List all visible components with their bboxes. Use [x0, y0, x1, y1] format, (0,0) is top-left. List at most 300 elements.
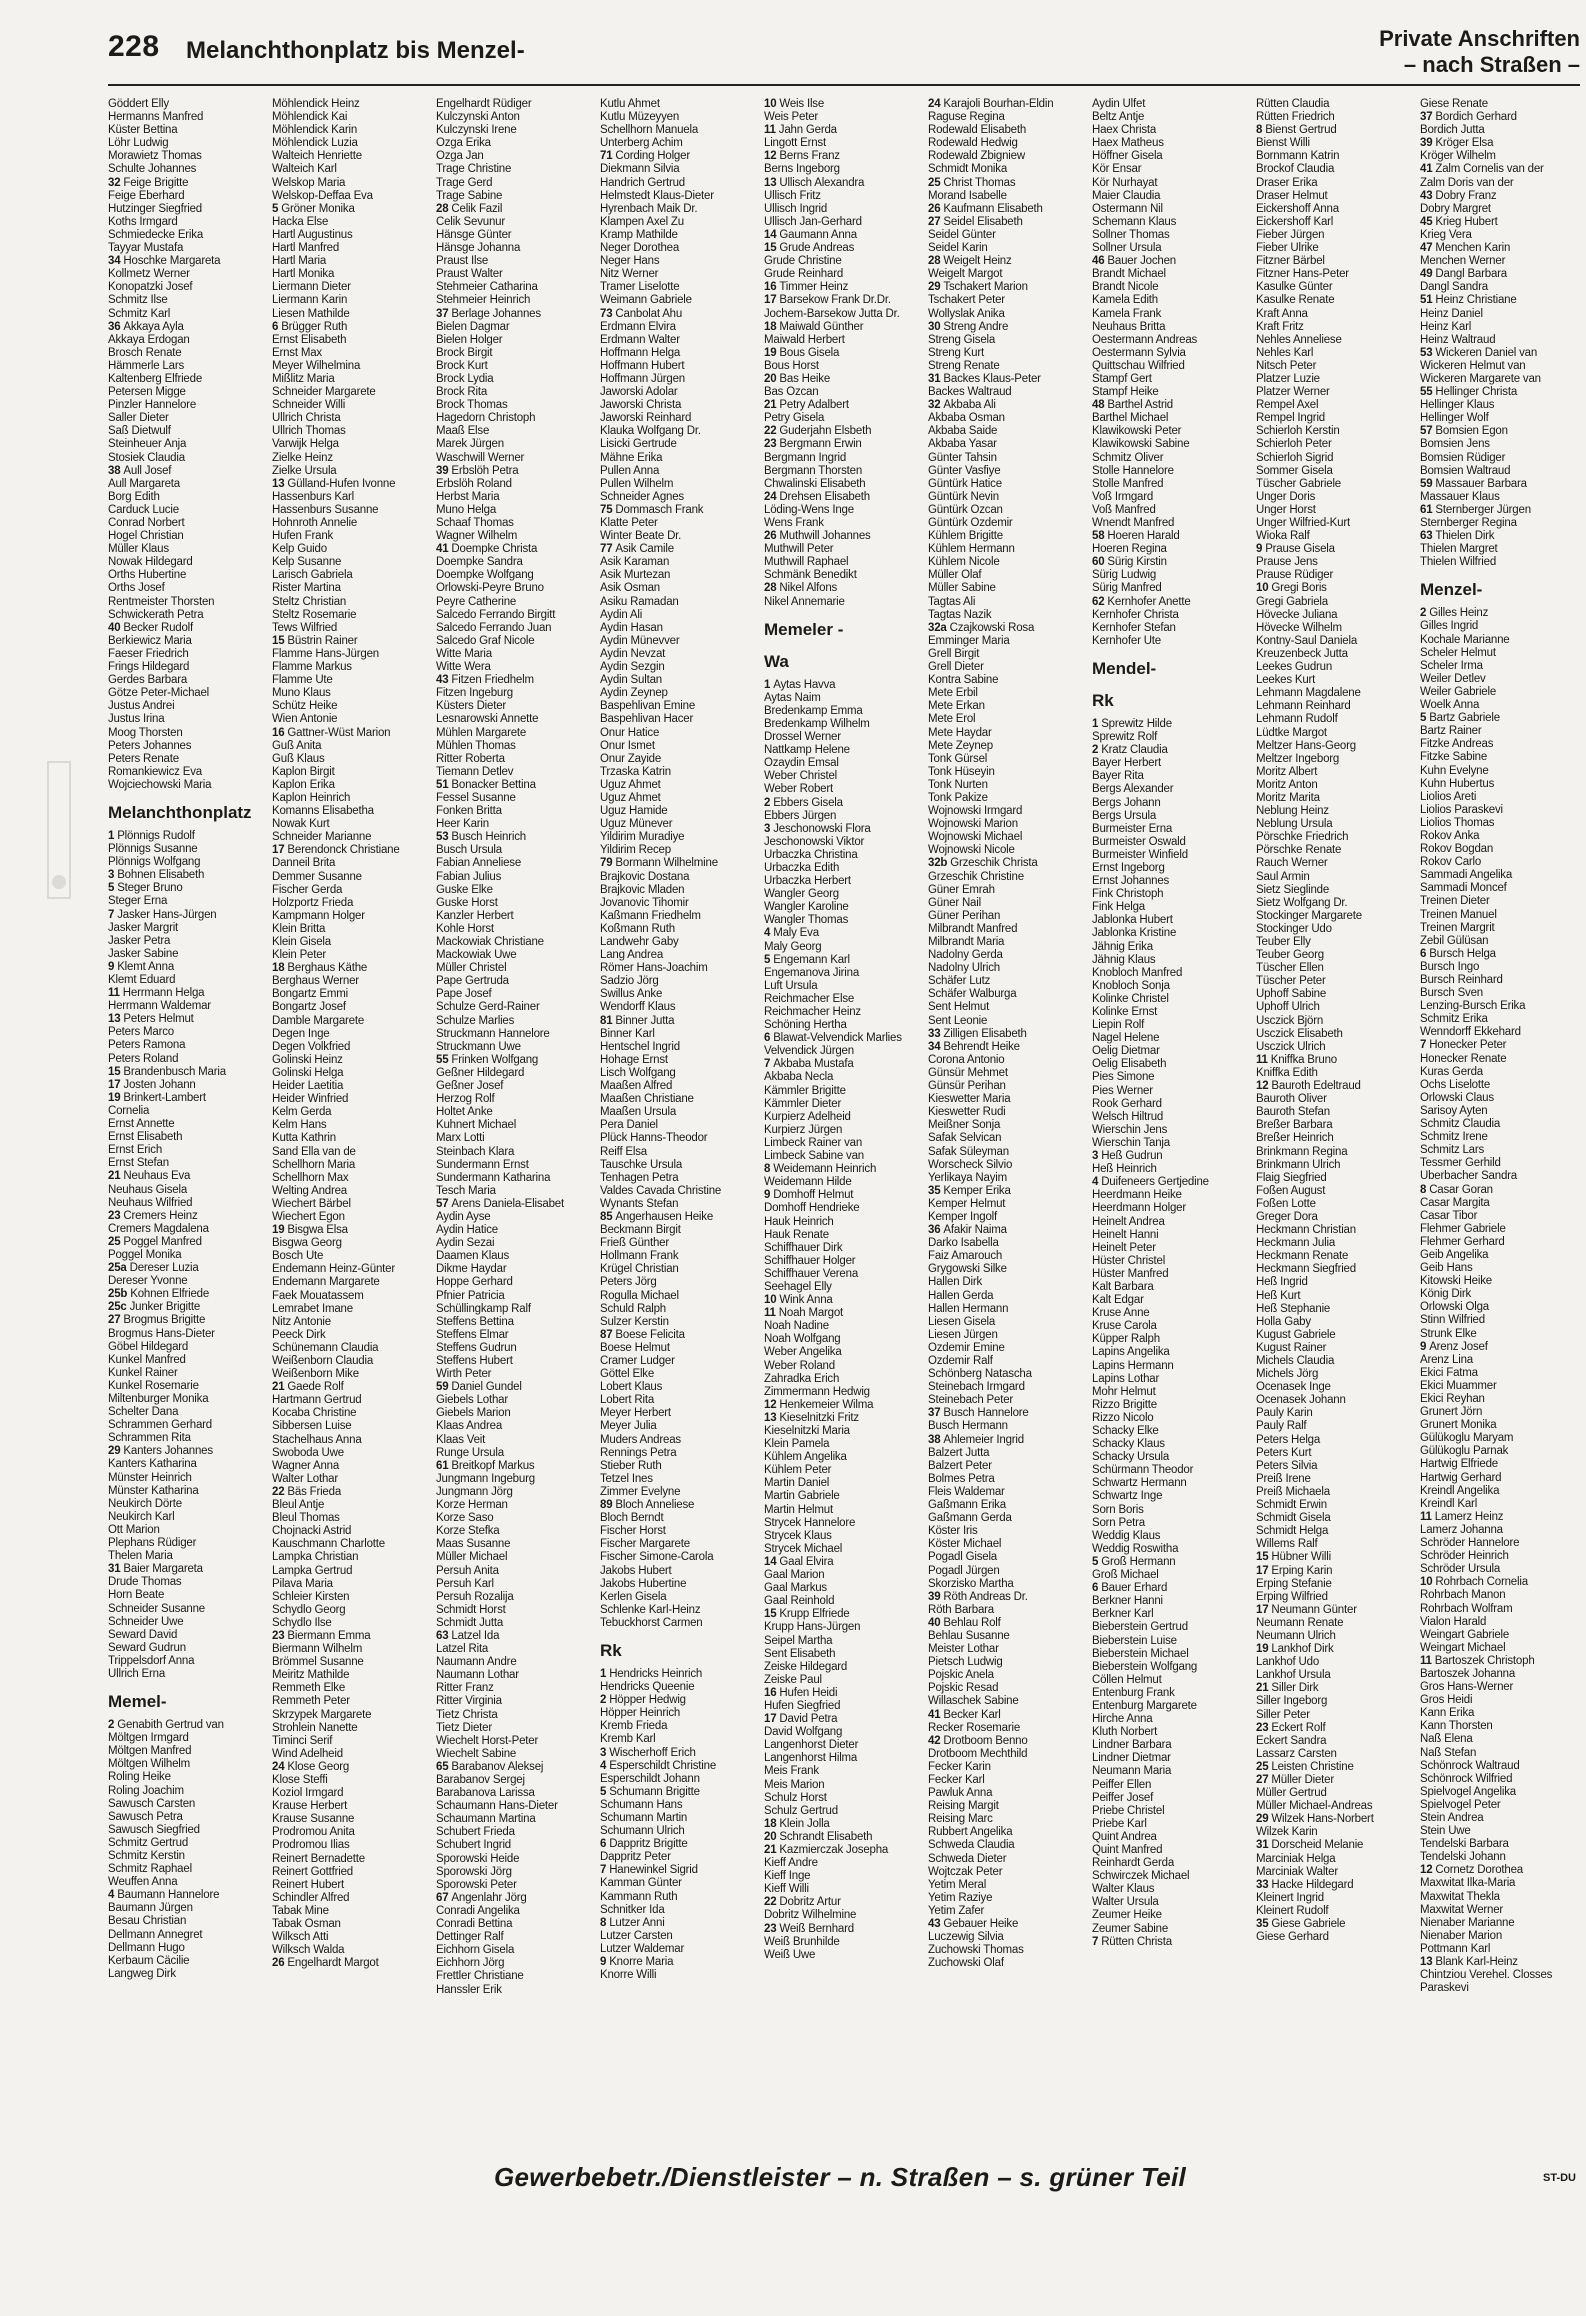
resident-name: Tietz Christa [436, 1708, 498, 1721]
directory-entry [764, 294, 922, 307]
resident-name: Krieg Vera [1420, 228, 1472, 241]
resident-name: Jungmann Ingeburg [436, 1472, 535, 1485]
resident-name: Naumann Lothar [436, 1669, 519, 1682]
resident-name: Petersen Migge [108, 386, 186, 399]
directory-entry [436, 255, 594, 268]
resident-name: Daamen Klaus [436, 1250, 510, 1263]
resident-name: Milbrandt Manfred [928, 922, 1018, 935]
directory-entry [436, 831, 594, 844]
directory-entry [928, 1591, 1086, 1604]
resident-name: Maaßen Ursula [600, 1106, 677, 1119]
resident-name: Teuber Georg [1256, 949, 1324, 962]
directory-entry [600, 150, 758, 163]
directory-entry [600, 1015, 758, 1028]
resident-name: Rister Martina [272, 582, 341, 595]
resident-name: Ritter Roberta [436, 752, 505, 765]
resident-name: Ott Marion [108, 1523, 160, 1536]
resident-name: Pietsch Ludwig [928, 1656, 1003, 1669]
resident-name: Müller Dieter [1271, 1774, 1334, 1786]
directory-entry [1420, 1642, 1578, 1655]
resident-name: Kühlem Nicole [928, 556, 1000, 569]
resident-name: Kochale Marianne [1420, 633, 1510, 646]
directory-entry [1256, 1774, 1414, 1787]
directory-entry [764, 1582, 922, 1595]
directory-entry [764, 849, 922, 862]
directory-entry [1420, 1053, 1578, 1066]
resident-name: Stolle Manfred [1092, 477, 1164, 490]
directory-entry [928, 910, 1086, 923]
directory-entry [108, 961, 266, 974]
resident-name: Eichhorn Jörg [436, 1957, 505, 1970]
resident-name: Stampf Gert [1092, 372, 1152, 385]
resident-name: Schäfer Walburga [928, 988, 1017, 1001]
resident-name: Rohrbach Wolfram [1420, 1602, 1513, 1615]
directory-entry [1256, 190, 1414, 203]
resident-name: Peters Roland [108, 1052, 179, 1065]
resident-name: Orlowski Claus [1420, 1091, 1494, 1104]
resident-name: Klatte Peter [600, 517, 658, 529]
directory-entry [928, 1669, 1086, 1682]
resident-name: Muthwill Peter [764, 543, 834, 556]
street-heading: Rk [1092, 690, 1114, 710]
resident-name: Knorre Maria [609, 1956, 674, 1969]
resident-name: Nitsch Peter [1256, 359, 1317, 372]
resident-name: Tüscher Ellen [1256, 962, 1324, 975]
directory-entry [436, 1303, 594, 1316]
resident-name: Schmitz Erika [1420, 1013, 1488, 1026]
directory-entry [108, 111, 266, 124]
directory-entry [1092, 1870, 1250, 1883]
resident-name: Lehmann Reinhard [1256, 700, 1351, 713]
directory-entry [436, 386, 594, 399]
directory-entry [600, 478, 758, 491]
directory-entry [764, 705, 922, 718]
directory-entry [436, 818, 594, 831]
directory-entry [600, 1786, 758, 1799]
resident-name: Akkaya Erdogan [108, 333, 190, 346]
resident-name: Treinen Margrit [1420, 921, 1495, 934]
directory-entry [108, 190, 266, 203]
resident-name: Saller Dieter [108, 412, 169, 425]
house-number: 26 [272, 1957, 285, 1970]
resident-name: Schneider Willi [272, 399, 346, 412]
directory-entry [436, 412, 594, 425]
resident-name: David Petra [779, 1713, 838, 1726]
directory-entry [600, 1943, 758, 1956]
resident-name: Usczick Elisabeth [1256, 1027, 1343, 1040]
resident-name: Orths Josef [108, 582, 165, 595]
resident-name: Bursch Ingo [1420, 960, 1480, 973]
resident-name: Meißner Sonja [928, 1119, 1001, 1132]
resident-name: Bielen Holger [436, 333, 503, 346]
directory-entry [600, 347, 758, 360]
resident-name: Krupp Elfriede [779, 1608, 850, 1621]
resident-name: Treinen Manuel [1420, 908, 1497, 921]
resident-name: Dereser Luzia [129, 1262, 199, 1275]
resident-name: Güner Perihan [928, 909, 1001, 922]
directory-entry [1420, 634, 1578, 647]
directory-entry [108, 1223, 266, 1236]
resident-name: Mete Haydar [928, 726, 992, 739]
house-number: 17 [108, 1078, 121, 1091]
directory-entry [928, 216, 1086, 229]
directory-entry [928, 1656, 1086, 1669]
resident-name: Prodromou Anita [272, 1826, 355, 1839]
directory-entry [600, 975, 758, 988]
directory-entry [600, 910, 758, 923]
resident-name: Erdmann Walter [600, 333, 680, 346]
directory-entry [108, 530, 266, 543]
directory-entry [1092, 412, 1250, 425]
resident-name: Knobloch Manfred [1092, 966, 1183, 979]
resident-name: Jaworski Christa [600, 399, 682, 412]
directory-entry [1256, 150, 1414, 163]
directory-entry [272, 622, 430, 635]
resident-name: Schemann Klaus [1092, 215, 1177, 228]
directory-entry [436, 1106, 594, 1119]
resident-name: Tschakert Marion [943, 281, 1028, 294]
resident-name: Lang Andrea [600, 949, 664, 962]
directory-entry [1256, 635, 1414, 648]
directory-entry [272, 111, 430, 124]
directory-entry [1256, 1368, 1414, 1381]
directory-entry [1256, 792, 1414, 805]
directory-entry [108, 1668, 266, 1681]
resident-name: Kröger Wilhelm [1420, 150, 1496, 163]
directory-entry [108, 740, 266, 753]
directory-entry [1092, 1857, 1250, 1870]
street-heading: Rk [600, 1640, 622, 1660]
directory-entry [928, 242, 1086, 255]
directory-entry [272, 596, 430, 609]
directory-entry [108, 1576, 266, 1589]
house-number: 37 [928, 1407, 941, 1420]
resident-name: Kauschmann Charlotte [272, 1538, 385, 1551]
resident-name: Schulte Johannes [108, 163, 197, 176]
resident-name: Poggel Monika [108, 1248, 182, 1261]
directory-entry [928, 988, 1086, 1001]
resident-name: Wilksch Walda [272, 1944, 345, 1957]
resident-name: Chwalinski Elisabeth [764, 477, 866, 490]
resident-name: Scheler Irma [1420, 659, 1483, 672]
directory-entry [272, 1093, 430, 1106]
directory-entry [436, 727, 594, 740]
resident-name: Trzaska Katrin [600, 765, 671, 778]
directory-entry [764, 1058, 922, 1071]
resident-name: Degen Volkfried [272, 1040, 351, 1053]
resident-name: Akbaba Mustafa [773, 1058, 854, 1071]
directory-entry [108, 1341, 266, 1354]
resident-name: Sammadi Moncef [1420, 882, 1507, 895]
directory-entry [928, 936, 1086, 949]
directory-entry [1420, 321, 1578, 334]
directory-entry [1256, 1263, 1414, 1276]
directory-entry [1092, 1098, 1250, 1111]
resident-name: Jähnig Klaus [1092, 953, 1156, 966]
directory-entry [272, 334, 430, 347]
directory-entry [600, 1720, 758, 1733]
resident-name: Kanzler Herbert [436, 909, 514, 922]
directory-columns [108, 98, 1578, 2134]
house-number: 1 [600, 1667, 607, 1680]
directory-entry [1256, 334, 1414, 347]
resident-name: Kniffka Edith [1256, 1066, 1318, 1079]
resident-name: Nadolny Gerda [928, 949, 1003, 962]
directory-entry [108, 1000, 266, 1013]
resident-name: Kamela Frank [1092, 307, 1162, 320]
directory-entry [272, 1512, 430, 1525]
directory-entry [272, 1132, 430, 1145]
resident-name: Timinci Serif [272, 1734, 333, 1747]
resident-name: Ullisch Jan-Gerhard [764, 215, 862, 228]
resident-name: Hoffmann Jürgen [600, 372, 686, 385]
resident-name: Corona Antonio [928, 1053, 1005, 1066]
resident-name: Liolios Paraskevi [1420, 803, 1503, 816]
directory-entry [1092, 1058, 1250, 1071]
resident-name: Bornmann Katrin [1256, 150, 1340, 163]
resident-name: Lutzer Carsten [600, 1929, 673, 1942]
directory-entry [928, 1132, 1086, 1145]
resident-name: Jasker Sabine [108, 947, 179, 960]
directory-entry [272, 1538, 430, 1551]
resident-name: Kohnen Elfriede [130, 1288, 210, 1301]
directory-entry [272, 897, 430, 910]
directory-entry [272, 674, 430, 687]
resident-name: Hallen Gerda [928, 1289, 994, 1302]
resident-name: Rogulla Michael [600, 1289, 679, 1302]
directory-entry [764, 98, 922, 111]
directory-entry [108, 1210, 266, 1223]
directory-entry [272, 1329, 430, 1342]
directory-entry [272, 1918, 430, 1931]
resident-name: Schelter Dana [108, 1406, 179, 1419]
resident-name: Wagner Anna [272, 1459, 340, 1472]
resident-name: Aydin Sezai [436, 1237, 495, 1250]
directory-entry [928, 1499, 1086, 1512]
resident-name: Hohage Ernst [600, 1053, 668, 1066]
house-number: 8 [1256, 124, 1263, 137]
resident-name: Aydin Hatice [436, 1224, 498, 1237]
resident-name: Voß Manfred [1092, 503, 1156, 516]
resident-name: Raguse Regina [928, 111, 1005, 124]
resident-name: Bieberstein Luise [1092, 1634, 1177, 1647]
directory-entry [1256, 1892, 1414, 1905]
resident-name: Busch Hermann [928, 1420, 1008, 1433]
directory-entry [1256, 399, 1414, 412]
directory-entry [108, 1929, 266, 1942]
directory-entry [272, 975, 430, 988]
directory-column [272, 98, 430, 2134]
resident-name: Bomsien Rüdiger [1420, 451, 1506, 464]
directory-entry [1256, 910, 1414, 923]
resident-name: Heider Laetitia [272, 1080, 344, 1093]
resident-name: Herzog Rolf [436, 1093, 495, 1106]
directory-entry [108, 1026, 266, 1039]
directory-entry [272, 268, 430, 281]
directory-entry [436, 1447, 594, 1460]
resident-name: Koziol Irmgard [272, 1787, 344, 1800]
resident-name: Gülükoglu Parnak [1420, 1445, 1509, 1458]
resident-name: Burmeister Winfield [1092, 848, 1188, 861]
directory-entry [436, 281, 594, 294]
resident-name: Kemper Erika [943, 1184, 1011, 1197]
resident-name: Stein Andrea [1420, 1812, 1484, 1824]
directory-entry [1092, 1569, 1250, 1582]
directory-entry [1256, 1512, 1414, 1525]
resident-name: Bous Horst [764, 359, 819, 372]
resident-name: Frieß Günther [600, 1237, 669, 1250]
house-number: 10 [1420, 1576, 1433, 1589]
resident-name: Jakobs Hubert [600, 1564, 672, 1577]
directory-entry [764, 478, 922, 491]
directory-entry [928, 1329, 1086, 1342]
directory-entry [764, 504, 922, 517]
directory-entry [600, 962, 758, 975]
directory-entry [1420, 517, 1578, 530]
directory-entry [436, 1800, 594, 1813]
resident-name: Kontny-Saul Daniela [1256, 634, 1358, 647]
directory-entry [1256, 871, 1414, 884]
resident-name: Kohle Horst [436, 922, 494, 935]
resident-name: Faeser Friedrich [108, 647, 189, 660]
directory-entry [764, 1085, 922, 1098]
resident-name: Carduck Lucie [108, 503, 179, 516]
resident-name: Arenz Lina [1420, 1353, 1473, 1366]
directory-entry [1256, 818, 1414, 831]
directory-entry [1256, 844, 1414, 857]
resident-name: Schulz Horst [764, 1791, 827, 1804]
directory-entry [1256, 1132, 1414, 1145]
house-number: 2 [600, 1694, 607, 1707]
resident-name: Skrzypek Margarete [272, 1708, 372, 1721]
directory-entry [600, 1733, 758, 1746]
directory-entry [928, 1892, 1086, 1905]
resident-name: Orlowski Olga [1420, 1301, 1489, 1314]
directory-entry [600, 111, 758, 124]
resident-name: Klein Britta [272, 922, 326, 935]
directory-entry [764, 1765, 922, 1778]
resident-name: Sammadi Angelika [1420, 869, 1513, 882]
resident-name: Cornetz Dorothea [1435, 1864, 1523, 1877]
directory-entry [1092, 1137, 1250, 1150]
directory-entry [436, 124, 594, 137]
resident-name: Wojciechowski Maria [108, 778, 212, 791]
directory-entry [600, 1707, 758, 1720]
resident-name: Massauer Barbara [1435, 477, 1527, 490]
resident-name: Kelm Hans [272, 1119, 327, 1132]
resident-name: Frings Hildegard [108, 661, 190, 674]
resident-name: Kaßmann Friedhelm [600, 909, 701, 922]
resident-name: Erping Wilfried [1256, 1590, 1328, 1603]
resident-name: Lampka Christian [272, 1551, 359, 1564]
resident-name: Rütten Christa [1101, 1935, 1172, 1948]
resident-name: Dangl Barbara [1435, 268, 1507, 281]
directory-entry [1420, 386, 1578, 399]
resident-name: Kreuzenbeck Jutta [1256, 647, 1348, 660]
house-number: 4 [108, 1889, 115, 1902]
resident-name: Noah Margot [778, 1307, 844, 1320]
directory-entry [928, 321, 1086, 334]
resident-name: Bergmann Erwin [779, 438, 862, 451]
directory-entry [928, 150, 1086, 163]
resident-name: Neuhaus Eva [123, 1170, 191, 1183]
directory-entry [436, 465, 594, 478]
directory-entry [108, 1262, 266, 1275]
resident-name: Hartl Maria [272, 255, 327, 268]
directory-entry [928, 1512, 1086, 1525]
directory-entry [600, 1093, 758, 1106]
directory-entry [600, 452, 758, 465]
directory-entry [108, 1837, 266, 1850]
directory-entry [1092, 530, 1250, 543]
resident-name: Ekici Fatma [1420, 1366, 1478, 1379]
resident-name: Meyer Julia [600, 1420, 657, 1433]
directory-entry [1256, 1211, 1414, 1224]
resident-name: Oelig Elisabeth [1092, 1058, 1167, 1071]
resident-name: Schönberg Natascha [928, 1368, 1032, 1381]
directory-entry [1256, 1237, 1414, 1250]
resident-name: Zalm Cornelis van der [1435, 163, 1544, 176]
house-number: 17 [1256, 1564, 1269, 1577]
directory-entry [1420, 242, 1578, 255]
resident-name: Pogadl Jürgen [928, 1564, 1000, 1577]
directory-entry [928, 1434, 1086, 1447]
resident-name: Schmidt Erwin [1256, 1499, 1327, 1512]
resident-name: Kasulke Günter [1256, 281, 1333, 294]
resident-name: Doempke Wolfgang [436, 569, 534, 582]
house-number: 14 [764, 228, 777, 241]
resident-name: Lobert Rita [600, 1394, 655, 1407]
directory-entry [436, 229, 594, 242]
directory-entry [764, 967, 922, 980]
resident-name: Korze Herman [436, 1499, 508, 1512]
directory-entry [436, 1879, 594, 1892]
directory-entry [436, 1892, 594, 1905]
directory-entry [1420, 1066, 1578, 1079]
resident-name: Müller Michael-Andreas [1256, 1800, 1373, 1813]
directory-entry [1092, 1255, 1250, 1268]
directory-entry [1420, 712, 1578, 725]
directory-entry [436, 177, 594, 190]
directory-entry [1092, 373, 1250, 386]
directory-entry [1420, 425, 1578, 438]
directory-entry [1256, 609, 1414, 622]
resident-name: Grzeschik Christine [928, 870, 1024, 883]
directory-entry [436, 137, 594, 150]
directory-entry [272, 1525, 430, 1538]
resident-name: Steffens Gudrun [436, 1341, 517, 1354]
resident-name: Hartwig Elfriede [1420, 1458, 1498, 1471]
directory-entry [272, 1853, 430, 1866]
directory-entry [108, 935, 266, 948]
directory-entry [928, 1957, 1086, 1970]
directory-entry [1092, 1765, 1250, 1778]
resident-name: Thielen Margret [1420, 543, 1498, 556]
directory-entry [272, 425, 430, 438]
house-number: 48 [1092, 399, 1105, 412]
directory-entry [928, 779, 1086, 792]
directory-entry [1092, 1477, 1250, 1490]
directory-entry [1256, 1198, 1414, 1211]
directory-entry [600, 360, 758, 373]
resident-name: Peters Kurt [1256, 1446, 1312, 1459]
resident-name: Struckmann Hannelore [436, 1027, 550, 1040]
directory-entry [600, 1877, 758, 1890]
resident-name: Pape Josef [436, 988, 492, 1001]
directory-entry [272, 1800, 430, 1813]
directory-entry [764, 1373, 922, 1386]
resident-name: Flehmer Gabriele [1420, 1222, 1506, 1235]
